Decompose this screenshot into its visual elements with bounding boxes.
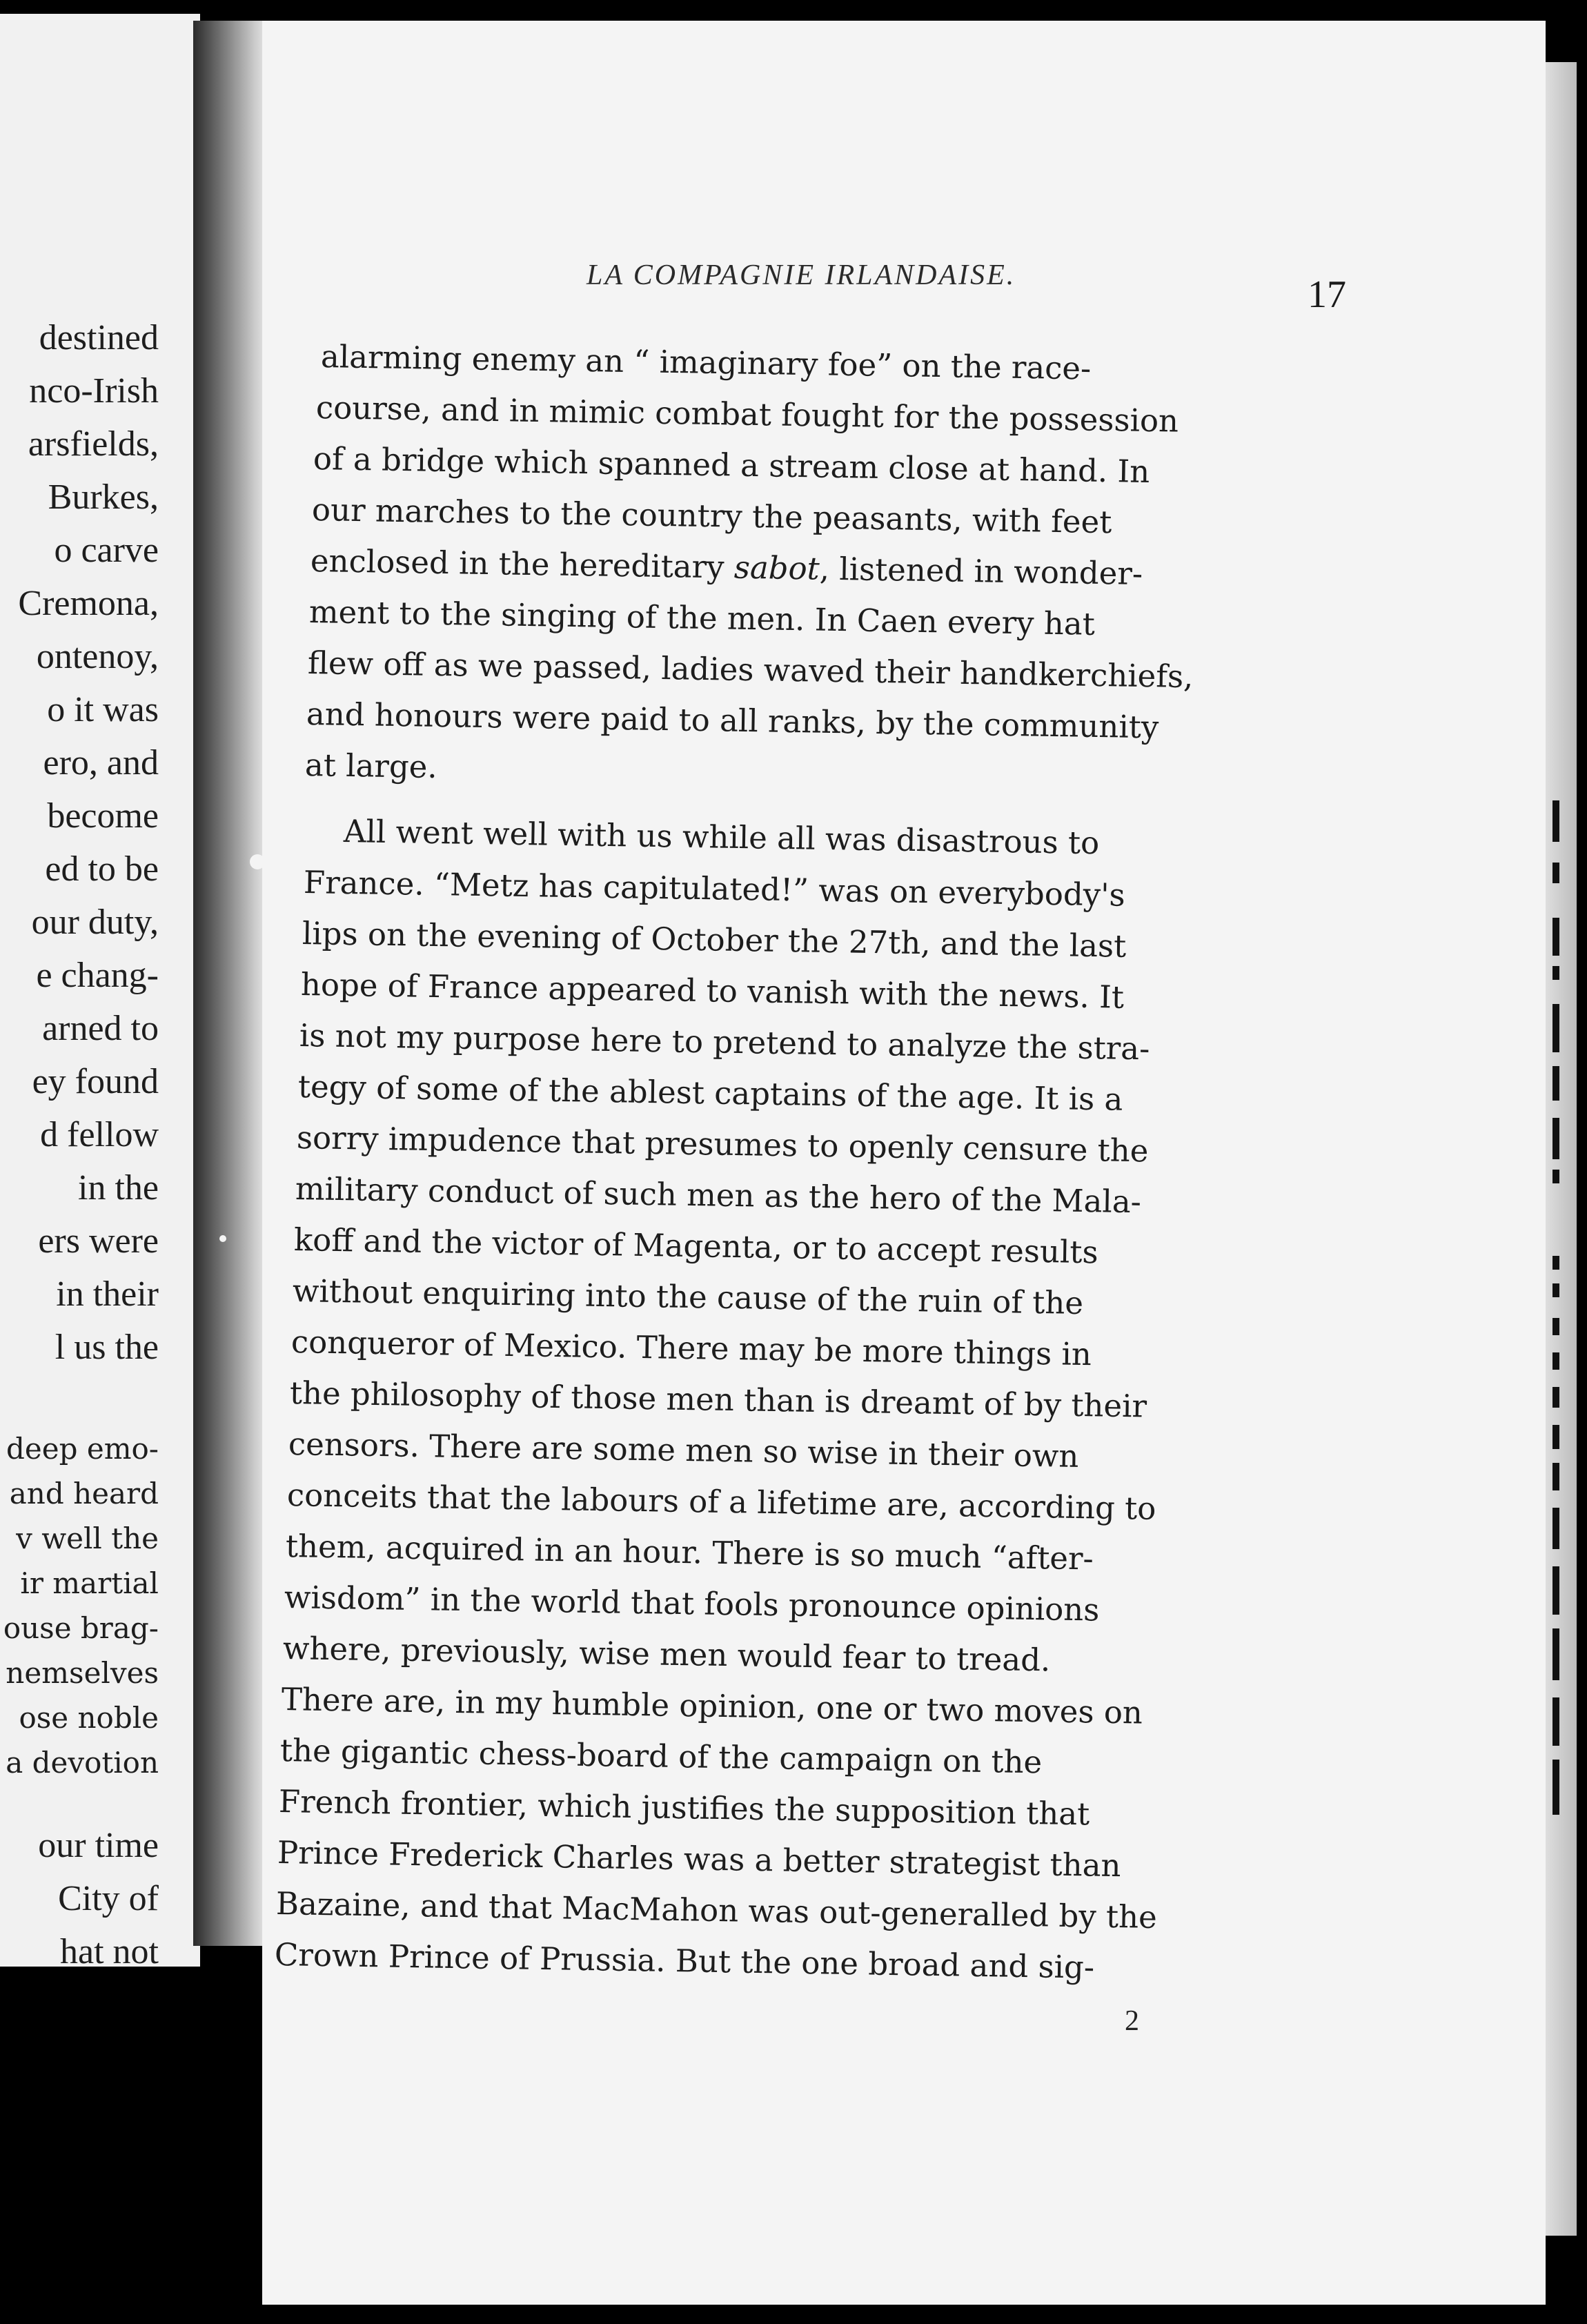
body-line: at large. [304,747,438,786]
body-line: censors. There are some men so wise in their own [288,1426,1079,1475]
body-line: the philosophy of those men than is dreamt of by their [289,1375,1147,1425]
left-page-line: ero, and [43,743,159,782]
body-line: is not my purpose here to pretend to analyze the stra- [299,1017,1150,1067]
left-page-line: ed to be [45,849,159,889]
left-page-footnote-line: nemselves [6,1656,159,1690]
body-line: lips on the evening of October the 27th, and the last [302,915,1127,965]
page-edge-strip [1546,62,1577,2236]
body-line: Prince Frederick Charles was a better strategist than [277,1834,1121,1884]
body-line: Bazaine, and that MacMahon was out-generalled by the [275,1885,1158,1936]
left-page-line: hat not [60,1932,159,1967]
left-page-footnote-line: ouse brag- [3,1611,159,1645]
body-line: without enquiring into the cause of the ruin of the [292,1272,1084,1321]
left-page-footnote-line: and heard [9,1477,159,1510]
body-line: where, previously, wise men would fear to tread. [282,1630,1051,1679]
left-page-line: e chang- [36,956,159,995]
left-page-line: ontenoy, [36,637,159,676]
page-number: 17 [1308,273,1346,316]
edge-mark [1552,1508,1559,1549]
left-page-line: Burkes, [48,477,159,517]
body-line: our marches to the country the peasants, with feet [311,491,1112,541]
left-page-line: nco-Irish [29,371,159,411]
edge-mark [1552,1425,1559,1449]
body-line: Crown Prince of Prussia. But the one broad and sig- [274,1936,1095,1986]
body-line: flew off as we passed, ladies waved their handkerchiefs, [307,644,1194,696]
edge-mark [1552,1318,1559,1335]
left-page-line: our time [38,1826,159,1865]
left-page-line: Cremona, [18,584,159,623]
body-line: and honours were paid to all ranks, by the community [306,696,1159,746]
left-page-line: City of [58,1879,159,1918]
body-line: conceits that the labours of a lifetime are, according to [286,1477,1156,1527]
italic-word: sabot [733,549,820,587]
edge-mark [1552,1352,1559,1370]
left-page-line: arned to [42,1009,159,1048]
left-page-footnote-line: ir martial [20,1566,159,1600]
body-line: the gigantic chess-board of the campaign on the [279,1732,1043,1781]
body-line: them, acquired in an hour. There is so much “after- [285,1528,1094,1577]
left-page-footnote-line: a devotion [6,1746,159,1780]
body-text [262,21,1546,2305]
body-line: course, and in mimic combat fought for the possession [315,389,1179,440]
left-page-line: o it was [47,690,159,729]
left-page-line: d fellow [40,1115,159,1154]
edge-mark [1552,863,1559,883]
edge-mark [1552,1256,1559,1270]
body-line: wisdom” in the world that fools pronounce opinions [284,1579,1100,1628]
left-page-fragment [0,14,200,1967]
body-line: French frontier, which justifies the supposition that [278,1783,1090,1833]
body-line: conqueror of Mexico. There may be more things in [290,1323,1092,1373]
edge-mark [1552,1170,1559,1183]
edge-mark [1552,966,1559,980]
left-page-line: become [47,796,159,836]
left-page-line: ey found [32,1062,159,1101]
paper-speck [219,1235,226,1242]
body-line: tegy of some of the ablest captains of the age. It is a [297,1068,1123,1118]
left-page-footnote-line: ose noble [19,1701,159,1735]
edge-mark [1552,800,1559,842]
body-line: enclosed in the hereditary sabot, listened in wonder- [310,542,1143,592]
body-line: of a bridge which spanned a stream close at hand. In [313,440,1150,491]
left-page-line: in their [56,1274,159,1314]
edge-mark [1552,1566,1559,1615]
edge-mark [1552,1066,1559,1101]
body-line: military conduct of such men as the hero of the Mala- [295,1170,1142,1221]
left-page-line: in the [78,1168,159,1208]
body-line: hope of France appeared to vanish with the news. It [300,966,1125,1016]
left-page-line: arsfields, [28,424,159,464]
edge-mark [1552,1118,1559,1159]
body-line: All went well with us while all was disastrous to [343,813,1100,862]
edge-mark [1552,1004,1559,1052]
body-line: alarming enemy an “ imaginary foe” on the race- [320,338,1092,387]
left-page-footnote-line: deep emo- [6,1432,159,1466]
paper-speck [250,854,265,869]
body-line: koff and the victor of Magenta, or to accept results [293,1221,1098,1271]
left-page-line: destined [39,318,159,357]
main-page [262,21,1546,2305]
body-line: sorry impudence that presumes to openly censure the [296,1119,1149,1170]
edge-mark [1552,1463,1559,1490]
edge-mark [1552,1387,1559,1408]
left-page-line: o carve [54,531,159,570]
binding-gutter-shadow [193,21,269,1946]
edge-mark [1552,1697,1559,1746]
left-page-footnote-line: v well the [16,1522,159,1555]
signature-mark: 2 [1125,2005,1139,2037]
body-line: There are, in my humble opinion, one or two moves on [281,1681,1143,1731]
edge-mark [1552,1628,1559,1680]
left-page-line: ers were [38,1221,159,1261]
edge-mark [1552,1760,1559,1815]
running-head: LA COMPAGNIE IRLANDAISE. [586,259,1016,291]
body-line: ment to the singing of the men. In Caen every hat [308,593,1096,642]
body-line: France. “Metz has capitulated!” was on everybody's [303,864,1126,914]
left-page-line: our duty, [31,903,159,942]
edge-mark [1552,1283,1559,1297]
edge-mark [1552,918,1559,956]
left-page-line: l us the [55,1328,159,1367]
